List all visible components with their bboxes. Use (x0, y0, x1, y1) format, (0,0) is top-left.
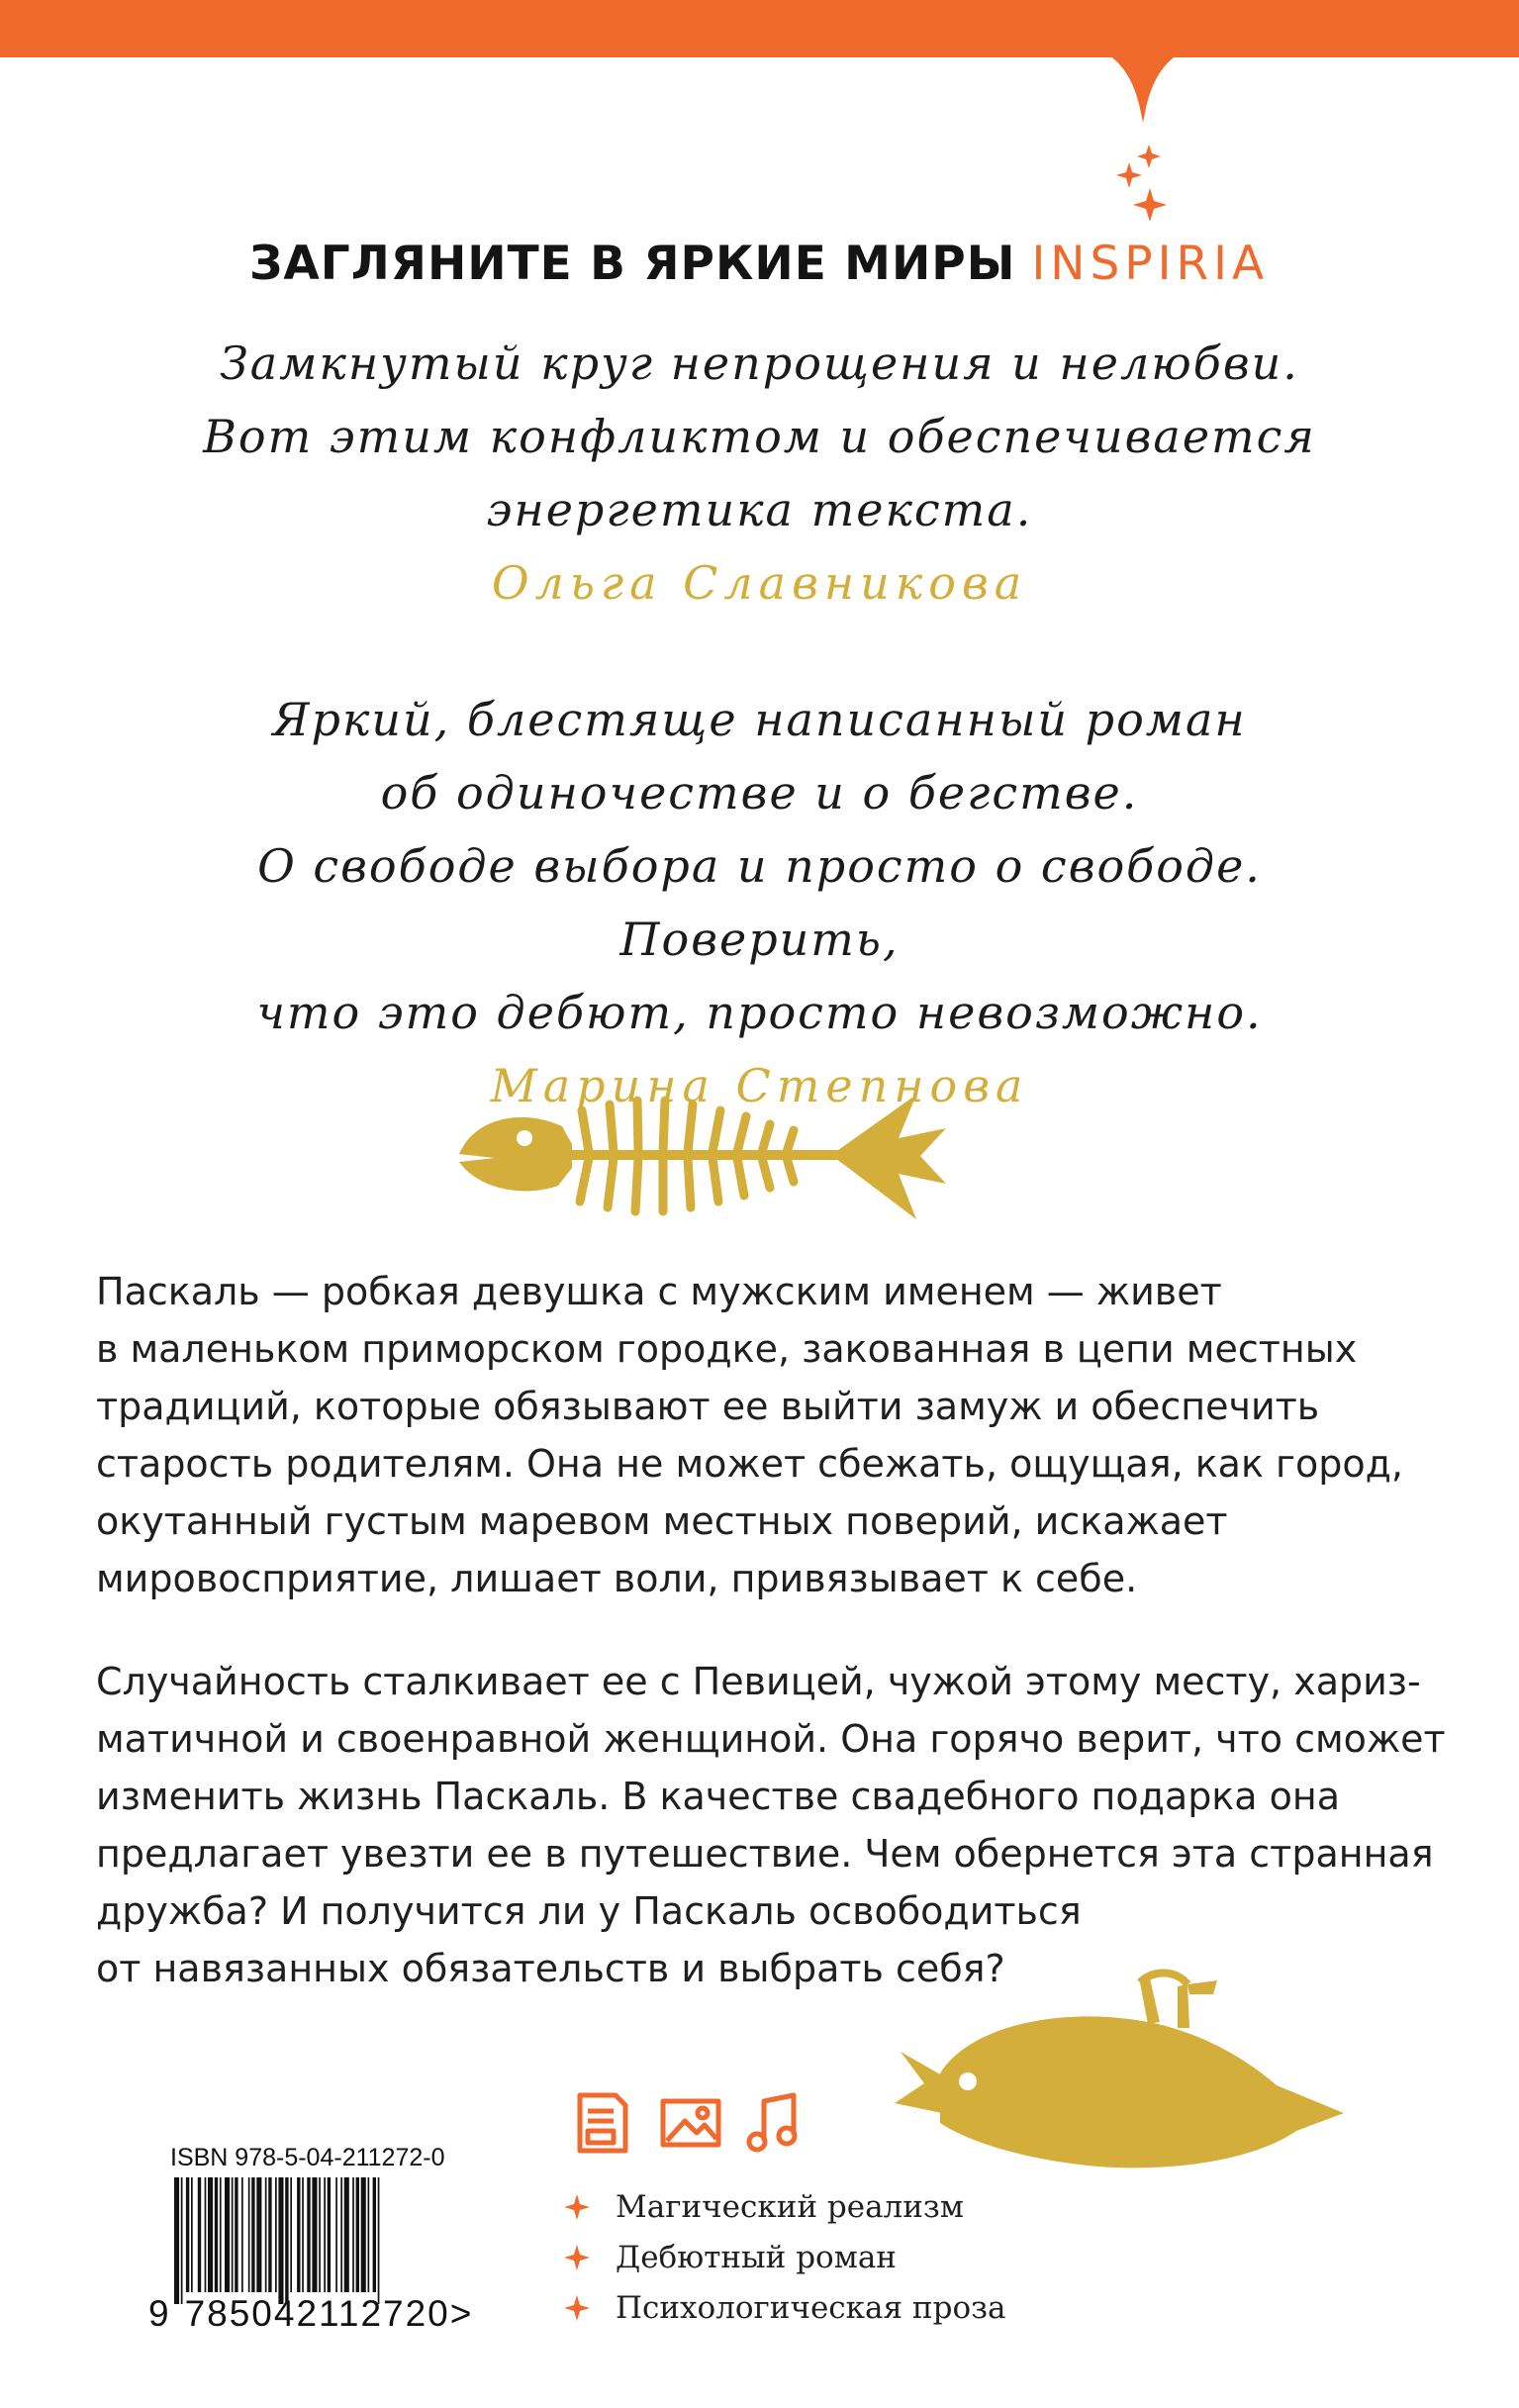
description-line: традиций, которые обязывают ее выйти замуж и обеспечить (96, 1385, 1320, 1428)
star-bullet-icon (564, 2194, 590, 2220)
quote-line: Вот этим конфликтом и обеспечивается (203, 410, 1316, 463)
barcode-bar (251, 2177, 254, 2292)
barcode-end-mark: > (449, 2293, 474, 2334)
barcode-bar (241, 2177, 243, 2292)
series-headline (249, 230, 1270, 299)
barcode-bar (302, 2177, 304, 2292)
barcode (170, 2177, 467, 2304)
barcode-bar (335, 2177, 337, 2292)
barcode-bar (225, 2177, 230, 2292)
format-icons (574, 2091, 811, 2155)
description-paragraph-2 (96, 1653, 1446, 1997)
description-paragraph-1 (96, 1263, 1403, 1607)
description-line: окутанный густым маревом местных поверий, искажает (96, 1499, 1228, 1543)
barcode-bar (205, 2177, 207, 2292)
isbn-label: ISBN 978-5-04-211272-0 (170, 2144, 445, 2171)
description-line: дружба? И получится ли у Паскаль освободиться (96, 1889, 1082, 1933)
sparkle-stars-icon (1113, 144, 1173, 230)
band-tab-decoration (1084, 44, 1202, 123)
barcode-bar (319, 2177, 321, 2292)
fish-skeleton-illustration (455, 1087, 950, 1225)
barcode-bar (324, 2177, 326, 2292)
quote-line: Замкнутый круг непрощения и нелюбви. (220, 337, 1299, 390)
lying-bird-illustration (881, 1965, 1346, 2192)
genre-label: Дебютный роман (616, 2240, 897, 2275)
quote-line: О свободе выбора и просто о свободе. Поверить, (257, 839, 1262, 966)
barcode-bar (344, 2177, 349, 2292)
genre-label: Психологическая проза (616, 2290, 1006, 2326)
barcode-bar (290, 2177, 292, 2292)
description-line: мировосприятие, лишает воли, привязывает к себе. (96, 1557, 1138, 1600)
barcode-bar (378, 2177, 380, 2304)
quote-line: энергетика текста. (486, 483, 1033, 536)
barcode-bar (297, 2177, 300, 2292)
barcode-bar (285, 2177, 288, 2304)
quote-line: об одиночестве и о бегстве. (380, 766, 1139, 819)
brand-name: INSPIRIA (1031, 237, 1270, 291)
barcode-bar (368, 2177, 370, 2292)
star-bullet-icon (564, 2245, 590, 2270)
barcode-bar (312, 2177, 317, 2292)
barcode-bar (275, 2177, 277, 2292)
music-note-icon (744, 2091, 802, 2155)
description-line: предлагает увезти ее в путешествие. Чем обернется эта странная (96, 1832, 1434, 1876)
description-line: Случайность сталкивает ее с Певицей, чужой этому месту, хариз- (96, 1660, 1421, 1703)
list-item (564, 2283, 1118, 2334)
review-quote-2 (148, 683, 1371, 1122)
description-line: от навязанных обязательств и выбрать себя? (96, 1947, 1005, 1990)
star-bullet-icon (564, 2295, 590, 2321)
list-item (564, 2182, 1118, 2233)
list-item (564, 2233, 1118, 2283)
barcode-bar (186, 2177, 189, 2292)
barcode-bar (208, 2177, 213, 2292)
barcode-bar (328, 2177, 331, 2292)
barcode-bar (198, 2177, 201, 2292)
barcode-bar (356, 2177, 359, 2292)
barcode-bar (232, 2177, 234, 2292)
barcode-bar (352, 2177, 354, 2292)
quote-author: Ольга Славникова (491, 556, 1028, 610)
ebook-icon (574, 2091, 631, 2155)
top-color-band (0, 0, 1519, 57)
review-quote-1 (148, 327, 1371, 620)
barcode-bar (361, 2177, 366, 2292)
barcode-bar (268, 2177, 271, 2292)
barcode-bar (373, 2177, 376, 2292)
barcode-bar (248, 2177, 250, 2292)
description-line: матичной и своенравной женщиной. Она горячо верит, что сможет (96, 1717, 1446, 1761)
barcode-first-digit: 9 (148, 2293, 171, 2334)
barcode-bar (235, 2177, 237, 2292)
quote-line: Яркий, блестяще написанный роман (272, 693, 1247, 746)
description-line: старость родителям. Она не может сбежать, ощущая, как город, (96, 1442, 1403, 1486)
barcode-bar (256, 2177, 261, 2292)
quote-author: Марина Степнова (490, 1059, 1029, 1112)
barcode-bar (278, 2177, 283, 2304)
description-line: изменить жизнь Паскаль. В качестве свадебного подарка она (96, 1775, 1341, 1818)
barcode-bar (174, 2177, 179, 2304)
barcode-digit-group: 785042112720 (184, 2293, 450, 2334)
barcode-bar (191, 2177, 193, 2292)
barcode-bar (265, 2177, 267, 2292)
genre-list (564, 2182, 1118, 2334)
headline-text: ЗАГЛЯНИТЕ В ЯРКИЕ МИРЫ (249, 237, 1016, 291)
quote-line: что это дебют, просто невозможно. (256, 986, 1263, 1039)
barcode-digits (148, 2294, 485, 2334)
barcode-bar (340, 2177, 342, 2292)
barcode-bar (307, 2177, 310, 2292)
barcode-bar (215, 2177, 218, 2292)
description-line: Паскаль — робкая девушка с мужским именем — живет (96, 1270, 1222, 1313)
barcode-bar (181, 2177, 183, 2304)
barcode-bar (220, 2177, 222, 2292)
image-gallery-icon (659, 2091, 722, 2155)
genre-label: Магический реализм (616, 2189, 964, 2225)
description-line: в маленьком приморском городке, закованная в цепи местных (96, 1327, 1358, 1371)
